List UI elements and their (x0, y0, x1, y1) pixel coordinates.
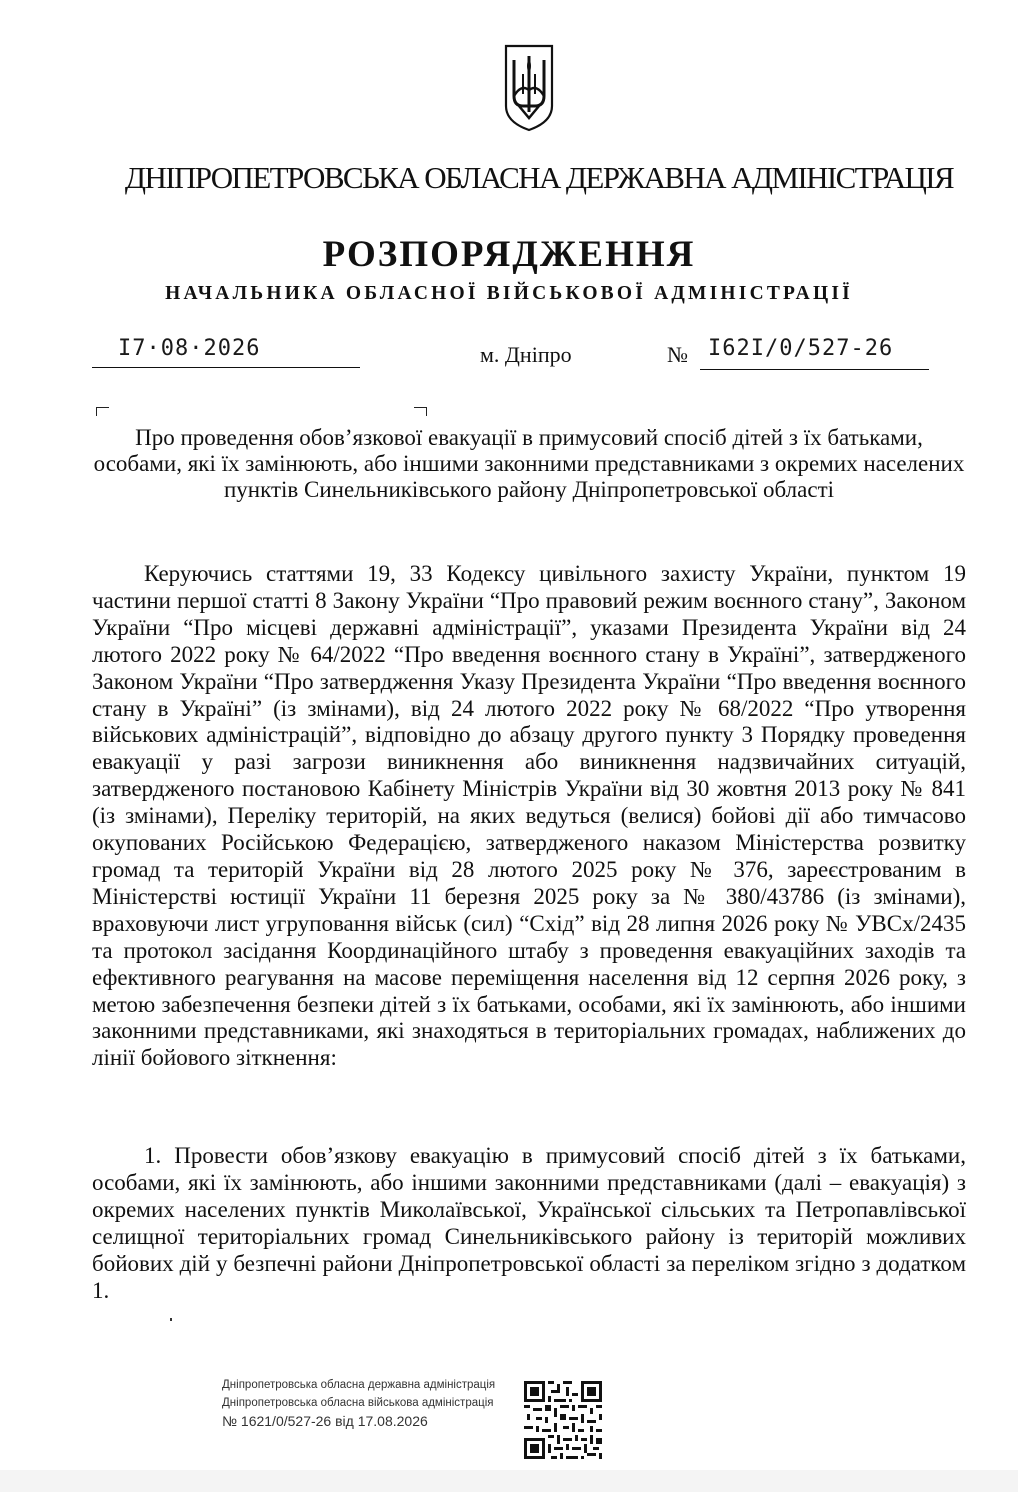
footer-org-line-1: Дніпропетровська обласна державна адміністрація (222, 1379, 496, 1391)
body-paragraph-item-1: 1. Провести обов’язкову евакуацію в примусовий спосіб дітей з їх батьками, особами, які їх замінюють, або іншими законними представниками (далі – евакуація) з окремих населених пунктів Миколаївської, Української сільських та Петропавлівської селищної територіальних громад Синельниківського району із територій можливих бойових дій у безпечні райони Дніпропетровської області за переліком згідно з додатком 1. (92, 1143, 966, 1303)
document-title: РОЗПОРЯДЖЕННЯ (322, 234, 696, 275)
document-subject: Про проведення обов’язкової евакуації в примусовий спосіб дітей з їх батьками, особами, які їх замінюють, або іншими законними представниками з окремих населених пунктів Синельниківського району Дніпропетровської області (93, 425, 965, 502)
footer-org-line-2: Дніпропетровська обласна військова адміністрація (222, 1397, 494, 1409)
corner-mark-right (414, 407, 427, 416)
number-sign: № (667, 342, 688, 367)
document-date: I7·08·2026 (118, 336, 261, 361)
document-number: I62I/0/527-26 (708, 336, 894, 361)
body-paragraph-preamble: Керуючись статтями 19, 33 Кодексу цивільного захисту України, пунктом 19 частини першої статті 8 Закону України “Про правовий режим воєнного стану”, Законом України “Про місцеві державні адміністрації”, указами Президента України від 24 лютого 2022 року № 64/2022 “Про введення воєнного стану в Україні”, затвердженого Законом України “Про затвердження Указу Президента України “Про введення воєнного стану в Україні” (із змінами), від 24 лютого 2022 року № 68/2022 “Про утворення військових адміністрацій”, відповідно до абзацу другого пункту 3 Порядку проведення евакуації у разі загрози виникнення або виникнення надзвичайних ситуацій, затвердженого постановою Кабінету Міністрів України від 30 жовтня 2013 року № 841 (із змінами), Переліку територій, на яких ведуться (велися) бойові дії або тимчасово окупованих Російською Федерацією, затвердженого наказом Міністерства розвитку громад та територій України від 28 лютого 2025 року № 376, зареєстрованим в Міністерстві юстиції України 11 березня 2025 року за № 380/43786 (із змінами), враховуючи лист угруповання військ (сил) “Схід” від 28 липня 2026 року № УВСх/2435 та протокол засідання Координаційного штабу з проведення евакуаційних заходів та ефективного реагування на масове переміщення населення від 12 серпня 2026 року, з метою забезпечення безпеки дітей з їх батьками, особами, які їх замінюють, або іншими законними представниками, які знаходяться в територіальних громадах, наближених до лінії бойового зіткнення: (92, 561, 966, 1071)
corner-mark-left (96, 407, 109, 416)
number-underline (700, 369, 929, 370)
document-subtitle: НАЧАЛЬНИКА ОБЛАСНОЇ ВІЙСЬКОВОЇ АДМІНІСТРАЦІЇ (165, 283, 853, 304)
document-city: м. Дніпро (480, 342, 572, 367)
bottom-strip (0, 1470, 1018, 1492)
footer-registration: № 1621/0/527-26 від 17.08.2026 (222, 1413, 428, 1429)
organization-name: ДНІПРОПЕТРОВСЬКА ОБЛАСНА ДЕРЖАВНА АДМІНІСТРАЦІЯ (124, 160, 954, 195)
date-underline (92, 367, 360, 368)
trident-coat-of-arms-icon (503, 44, 555, 132)
qr-code-icon (524, 1381, 602, 1459)
scan-dot (170, 1318, 172, 1321)
